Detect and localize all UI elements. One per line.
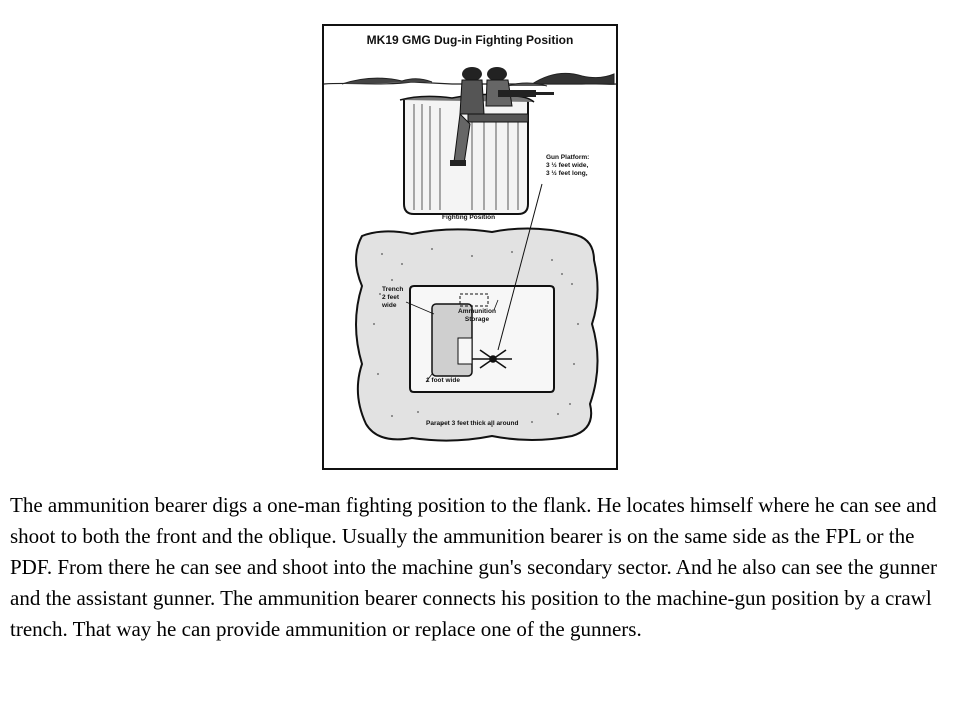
ammunition-label-line: Storage [464, 316, 490, 323]
fighting-position-label: Fighting Position [442, 214, 496, 221]
ammunition-label-line: Ammunition [458, 308, 496, 315]
trench-label-line: Trench [382, 286, 404, 293]
gun-platform-label [546, 154, 589, 178]
one-foot-wide-label: 1 foot wide [426, 377, 460, 384]
diagram-figure [322, 24, 618, 470]
parapet-label: Parapet 3 feet thick all around [426, 420, 519, 427]
trench-label [382, 286, 403, 310]
caption-paragraph: The ammunition bearer digs a one-man fighting position to the flank. He locates himself where he can see and shoot to both the front and the oblique. Usually the ammunition bearer is on the same side as the FPL or the PDF. From there he can see and shoot into the machine gun's secondary sector. And he also can see the gunner and the assistant gunner. The ammunition bearer connects his position to the machine-gun position by a crawl trench. That way he can provide ammunition or replace one of the gunners. [10, 493, 938, 641]
fighting-position-illustration [322, 24, 618, 470]
trench-label-line: wide [382, 302, 397, 309]
ammunition-storage-label [458, 308, 496, 324]
gun-platform-label-line: 3 ½ feet long, [546, 170, 588, 177]
gun-platform-label-line: 3 ½ feet wide, [546, 162, 589, 169]
figure-title: MK19 GMG Dug-in Fighting Position [366, 33, 574, 47]
gun-platform-label-line: Gun Platform: [546, 154, 590, 161]
trench-label-line: 2 feet [382, 294, 399, 301]
